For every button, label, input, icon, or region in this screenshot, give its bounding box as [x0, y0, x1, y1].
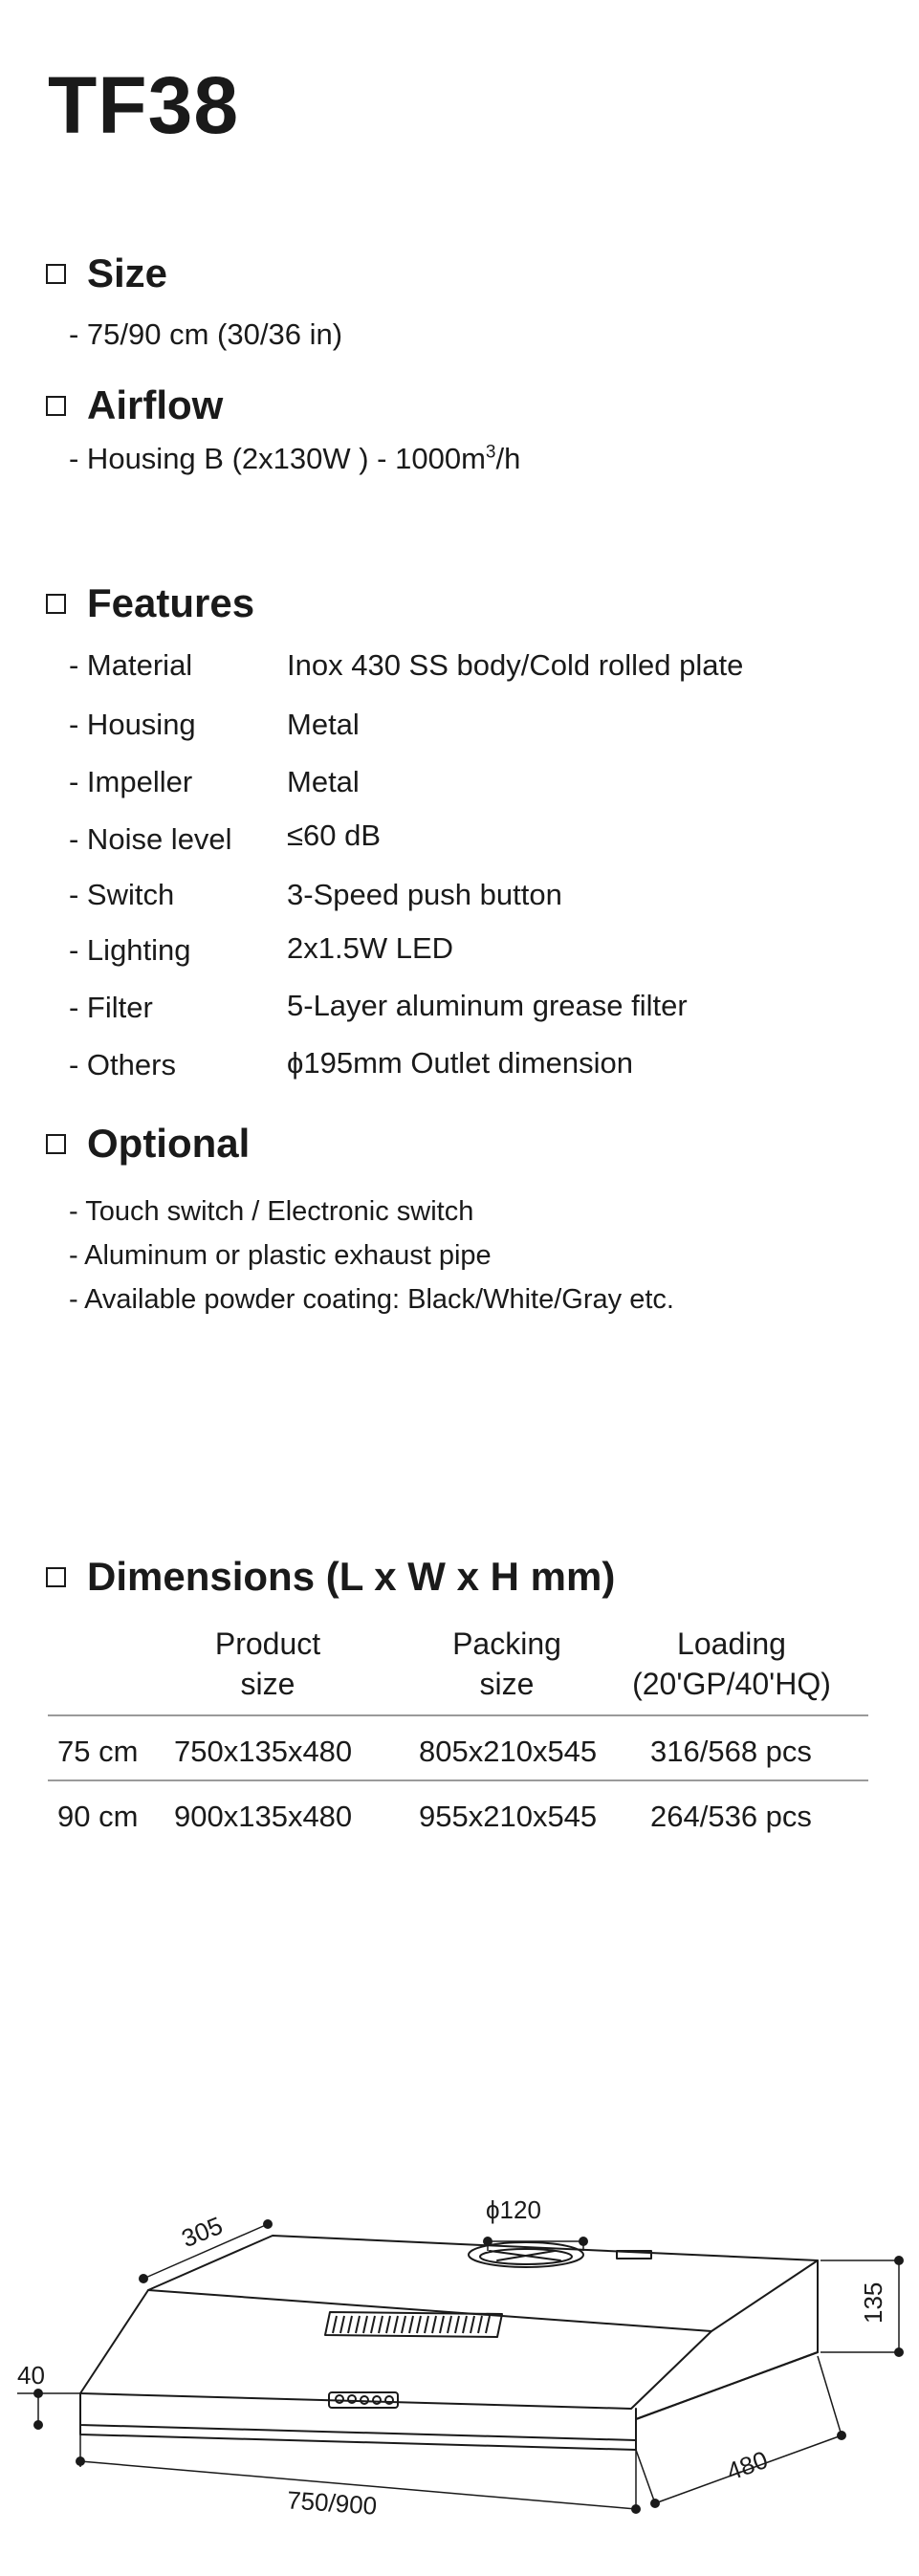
checkbox-square-icon [46, 1567, 66, 1587]
table-cell-model: 90 cm [57, 1800, 139, 1833]
features-heading-label: Features [87, 580, 255, 625]
feature-label-filter: - Filter [69, 991, 153, 1024]
dimension-label-outlet: ϕ120 [486, 2195, 541, 2224]
feature-label-impeller: - Impeller [69, 765, 193, 798]
feature-label-material: - Material [69, 648, 193, 682]
size-heading-label: Size [87, 251, 168, 295]
checkbox-square-icon [46, 594, 66, 614]
airflow-line [69, 442, 520, 476]
table-cell-packing: 805x210x545 [419, 1735, 598, 1768]
feature-label-lighting: - Lighting [69, 933, 191, 967]
dimensions-section-heading [46, 1554, 615, 1600]
airflow-superscript: 3 [485, 442, 496, 463]
feature-value-housing: Metal [287, 708, 360, 741]
airflow-line-text: - Housing B (2x130W ) - 1000m [69, 442, 486, 475]
table-cell-product: 750x135x480 [174, 1735, 353, 1768]
column-header-line: Loading [677, 1626, 786, 1661]
table-cell-loading: 264/536 pcs [650, 1800, 812, 1833]
table-divider [48, 1714, 868, 1716]
feature-value-noise: ≤60 dB [287, 819, 382, 852]
airflow-line-unit: /h [495, 442, 521, 475]
column-header-line: Product [214, 1626, 321, 1661]
table-cell-model: 75 cm [57, 1735, 139, 1768]
feature-value-filter: 5-Layer aluminum grease filter [287, 989, 688, 1022]
column-header-line: (20'GP/40'HQ) [632, 1667, 831, 1701]
column-header-line: size [479, 1667, 535, 1701]
optional-section-heading [46, 1121, 250, 1167]
column-header-product-size [182, 1624, 354, 1704]
optional-list [69, 1190, 674, 1321]
feature-label-switch: - Switch [69, 878, 175, 911]
airflow-section-heading [46, 382, 223, 428]
dimension-label-depth-top: 305 [177, 2211, 227, 2254]
feature-label-housing: - Housing [69, 708, 196, 741]
feature-value-switch: 3-Speed push button [287, 878, 562, 911]
features-section-heading [46, 580, 254, 626]
feature-value-lighting: 2x1.5W LED [287, 931, 454, 965]
table-cell-loading: 316/568 pcs [650, 1735, 812, 1768]
table-divider [48, 1779, 868, 1781]
size-section-heading [46, 251, 167, 296]
feature-value-material: Inox 430 SS body/Cold rolled plate [287, 648, 744, 682]
product-title: TF38 [48, 60, 240, 150]
column-header-line: Packing [452, 1626, 561, 1661]
optional-heading-label: Optional [87, 1121, 251, 1166]
feature-label-noise: - Noise level [69, 822, 232, 856]
checkbox-square-icon [46, 1134, 66, 1154]
size-line: - 75/90 cm (30/36 in) [69, 317, 343, 351]
optional-item: - Aluminum or plastic exhaust pipe [69, 1240, 492, 1271]
optional-item: - Available powder coating: Black/White/Gray etc. [69, 1284, 674, 1315]
feature-label-others: - Others [69, 1048, 176, 1081]
dimensions-heading-label: Dimensions (L x W x H mm) [87, 1554, 616, 1599]
column-header-packing-size [421, 1624, 593, 1704]
checkbox-square-icon [46, 264, 66, 284]
table-cell-product: 900x135x480 [174, 1800, 353, 1833]
column-header-line: size [240, 1667, 295, 1701]
feature-value-impeller: Metal [287, 765, 360, 798]
range-hood-dimension-drawing [0, 2151, 919, 2576]
dimension-label-front-height: 40 [17, 2361, 45, 2390]
table-cell-packing: 955x210x545 [419, 1800, 598, 1833]
checkbox-square-icon [46, 396, 66, 416]
optional-item: - Touch switch / Electronic switch [69, 1196, 474, 1227]
airflow-heading-label: Airflow [87, 382, 224, 427]
dimension-label-height: 135 [859, 2281, 887, 2324]
column-header-loading [612, 1624, 851, 1704]
dimension-label-depth: 480 [722, 2444, 772, 2486]
feature-value-others: ϕ195mm Outlet dimension [287, 1046, 633, 1080]
dimension-label-width: 750/900 [286, 2485, 379, 2521]
